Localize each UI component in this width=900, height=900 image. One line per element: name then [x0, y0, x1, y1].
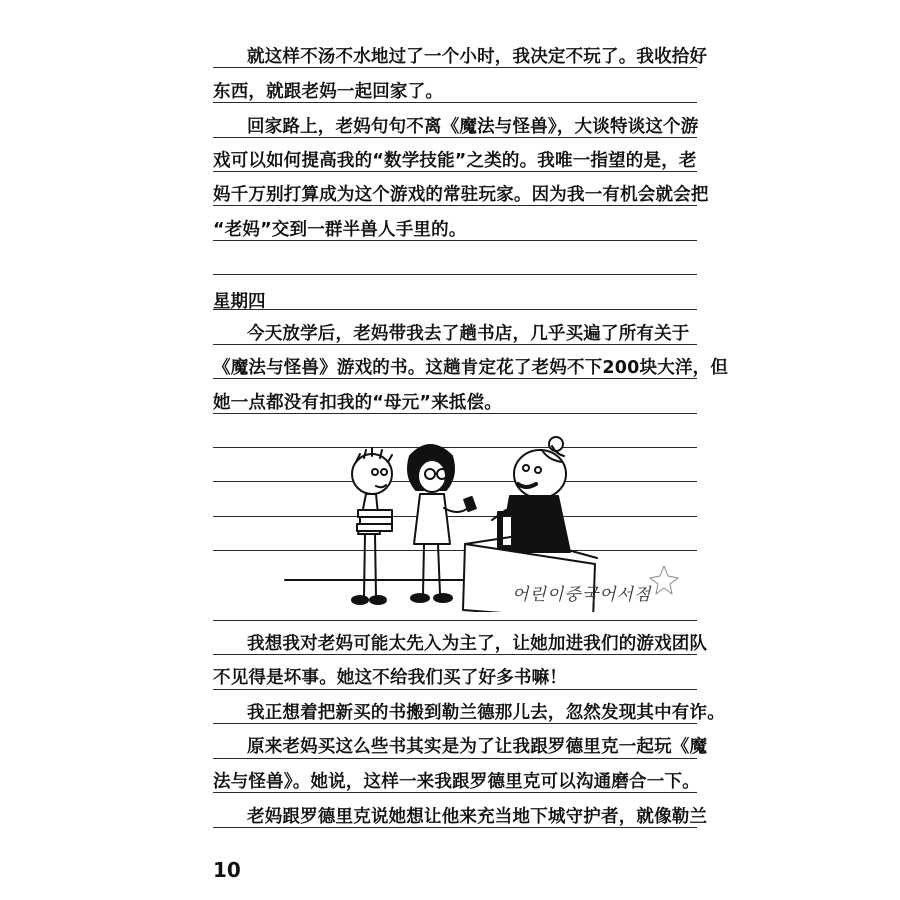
ruled-line: [213, 689, 697, 690]
ruled-line: [213, 620, 697, 621]
section-heading: 星期四: [213, 292, 266, 312]
ruled-line: [213, 274, 697, 275]
text-line: 回家路上，老妈句句不离《魔法与怪兽》，大谈特谈这个游: [247, 117, 699, 137]
clerk-figure: [492, 437, 570, 552]
text-line: 妈千万别打算成为这个游戏的常驻玩家。因为我一有机会就会把: [213, 185, 709, 205]
text-line: 《魔法与怪兽》游戏的书。这趟肯定花了老妈不下200块大洋，但: [213, 358, 729, 378]
text-line: “老妈”交到一群半兽人手里的。: [213, 220, 467, 240]
text-line: 法与怪兽》。她说，这样一来我跟罗德里克可以沟通磨合一下。: [213, 772, 700, 792]
text-line: 东西，就跟老妈一起回家了。: [213, 82, 444, 102]
text-line: 她一点都没有扣我的“母元”来抵偿。: [213, 393, 502, 413]
text-line: 戏可以如何提高我的“数学技能”之类的。我唯一指望的是，老: [213, 151, 697, 171]
ruled-line: [213, 309, 697, 310]
ruled-line: [213, 758, 697, 759]
text-line: 就这样不汤不水地过了一个小时，我决定不玩了。我收拾好: [247, 47, 708, 67]
text-line: 我正想着把新买的书搬到勒兰德那儿去，忽然发现其中有诈。: [247, 703, 725, 723]
page-number: 10: [213, 858, 241, 882]
watermark-text: 어린이중국어서점: [512, 585, 652, 605]
text-line: 今天放学后，老妈带我去了趟书店，几乎买遍了所有关于: [247, 324, 690, 344]
text-line: 我想我对老妈可能太先入为主了，让她加进我们的游戏团队: [247, 634, 708, 654]
sparkle-star-icon: [650, 566, 678, 594]
text-line: 老妈跟罗德里克说她想让他来充当地下城守护者，就像勒兰: [247, 807, 708, 827]
text-line: 原来老妈买这么些书其实是为了让我跟罗德里克一起玩《魔: [247, 737, 708, 757]
text-line: 不见得是坏事。她这不给我们买了好多书嘛！: [213, 668, 567, 688]
